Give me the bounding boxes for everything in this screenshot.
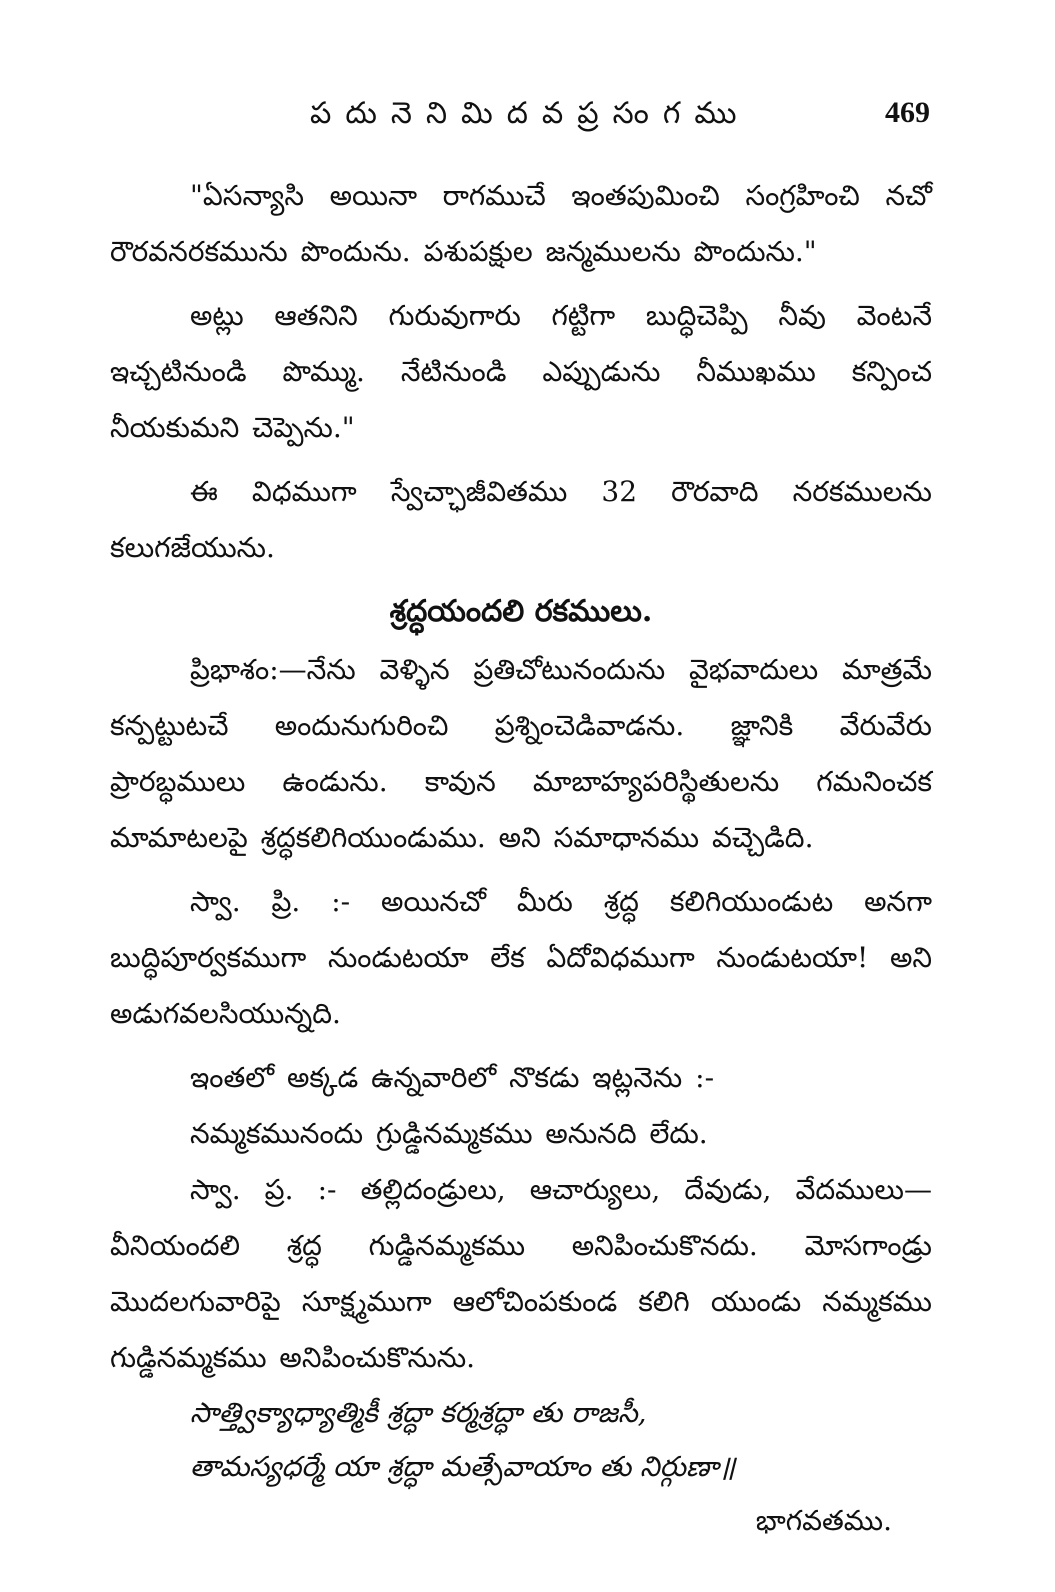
running-title: పదునెనిమిదవప్రసంగము: [310, 96, 751, 131]
paragraph: అట్లు ఆతనిని గురువుగారు గట్టిగా బుద్ధిచెప్పి నీవు వెంటనే ఇచ్చటినుండి పొమ్ము. నేటినుండి ఎప్పుడును నీముఖము కన్పించ నీయకుమని చెప్పెను.": [110, 299, 932, 444]
paragraph: ఈ విధముగా స్వేచ్ఛాజీవితము 32 రౌరవాది నరకములను కలుగజేయును.: [110, 475, 932, 564]
verse-line: తామస్యధర్మే యా శ్రద్ధా మత్సేవాయాం తు నిర్గుణా॥: [190, 1450, 736, 1483]
section-heading: శ్రద్ధయందలి రకములు.: [389, 594, 653, 629]
page-number: 469: [885, 96, 930, 129]
paragraph: ఇంతలో అక్కడ ఉన్నవారిలో నొకడు ఇట్లనెను :-: [190, 1061, 715, 1094]
paragraph: స్వా. ప్ర. :- తల్లిదండ్రులు, ఆచార్యులు, దేవుడు, వేదములు— వీనియందలి శ్రద్ధ గుడ్డినమ్మకము అనిపించుకొనదు. మోసగాండ్రు మొదలగువారిపై సూక్ష్మముగా ఆలోచింపకుండ కలిగి యుండు నమ్మకము గుడ్డినమ్మకము అనిపించుకొనును.: [110, 1173, 932, 1374]
paragraph: ప్రిభాశం:—నేను వెళ్ళిన ప్రతిచోటునందును వైభవాదులు మాత్రమే కన్పట్టుటచే అందునుగురించి ప్రశ్నించెడివాడను. జ్ఞానికి వేరువేరు ప్రారబ్ధములు ఉండును. కావున మాబాహ్యపరిస్థితులను గమనించక మామాటలపై శ్రద్ధకలిగియుండుము. అని సమాధానము వచ్చెడిది.: [110, 653, 932, 854]
page-body: [110, 168, 932, 1548]
verse-source: భాగవతము.: [755, 1504, 892, 1537]
verse-line: సాత్త్విక్యాధ్యాత్మికీ శ్రద్ధా కర్మశ్రద్ధా తు రాజసీ,: [190, 1396, 647, 1429]
paragraph: స్వా. ప్రి. :- అయినచో మీరు శ్రద్ధ కలిగియుండుట అనగా బుద్ధిపూర్వకముగా నుండుటయా లేక ఏదోవిధముగా నుండుటయా! అని అడుగవలసియున్నది.: [110, 885, 932, 1030]
paragraph: నమ్మకమునందు గ్రుడ్డినమ్మకము అనునది లేదు.: [190, 1117, 708, 1150]
page-header: [110, 96, 930, 146]
quote-paragraph: "ఏసన్యాసి అయినా రాగముచే ఇంతపుమించి సంగ్రహించి నచో రౌరవనరకమును పొందును. పశుపక్షుల జన్మములను పొందును.": [110, 179, 932, 268]
